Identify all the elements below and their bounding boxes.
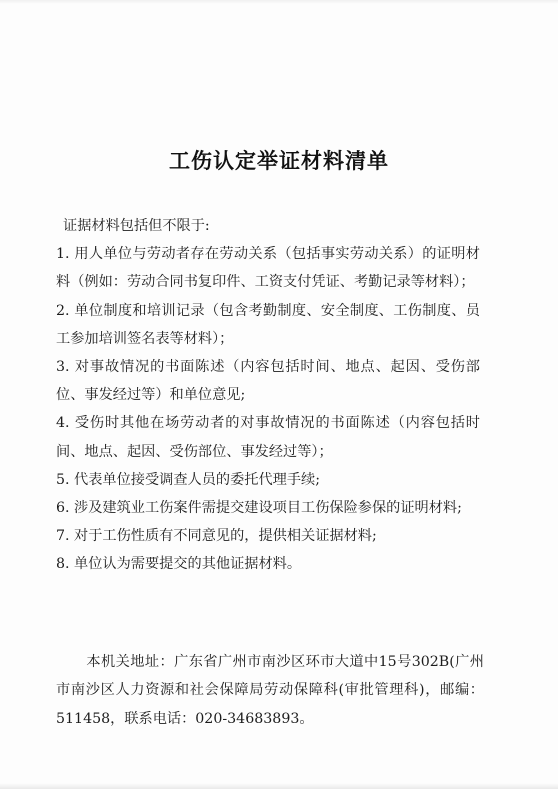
page-bottom-edge xyxy=(0,783,558,789)
list-item-5: 5. 代表单位接受调查人员的委托代理手续; xyxy=(56,471,321,488)
document-body xyxy=(56,212,480,579)
list-item-4: 4. 受伤时其他在场劳动者的对事故情况的书面陈述（内容包括时间、地点、起因、受伤部位、事发经过等）； xyxy=(56,415,480,460)
page-top-edge xyxy=(0,0,558,4)
list-item-1: 1. 用人单位与劳动者存在劳动关系（包括事实劳动关系）的证明材料（例如：劳动合同书复印件、工资支付凭证、考勤记录等材料）； xyxy=(56,246,480,291)
intro-text: 证据材料包括但不限于: xyxy=(63,218,210,234)
address-footer xyxy=(56,648,484,733)
list-item-2: 2. 单位制度和培训记录（包含考勤制度、安全制度、工伤制度、员工参加培训签名表等材料）； xyxy=(56,302,480,347)
list-item-7: 7. 对于工伤性质有不同意见的，提供相关证据材料; xyxy=(56,528,377,545)
address-text: 本机关地址：广东省广州市南沙区环市大道中15号302B(广州市南沙区人力资源和社会保障局劳动保障科(审批管理科)，邮编：511458，联系电话：020-34683893。 xyxy=(56,654,484,727)
list-item-8: 8. 单位认为需要提交的其他证据材料。 xyxy=(56,556,302,573)
list-item-3: 3. 对事故情况的书面陈述（内容包括时间、地点、起因、受伤部位、事发经过等）和单位意见; xyxy=(56,359,480,404)
list-item-6: 6. 涉及建筑业工伤案件需提交建设项目工伤保险参保的证明材料; xyxy=(56,500,462,517)
document-title: 工伤认定举证材料清单 xyxy=(169,149,389,173)
